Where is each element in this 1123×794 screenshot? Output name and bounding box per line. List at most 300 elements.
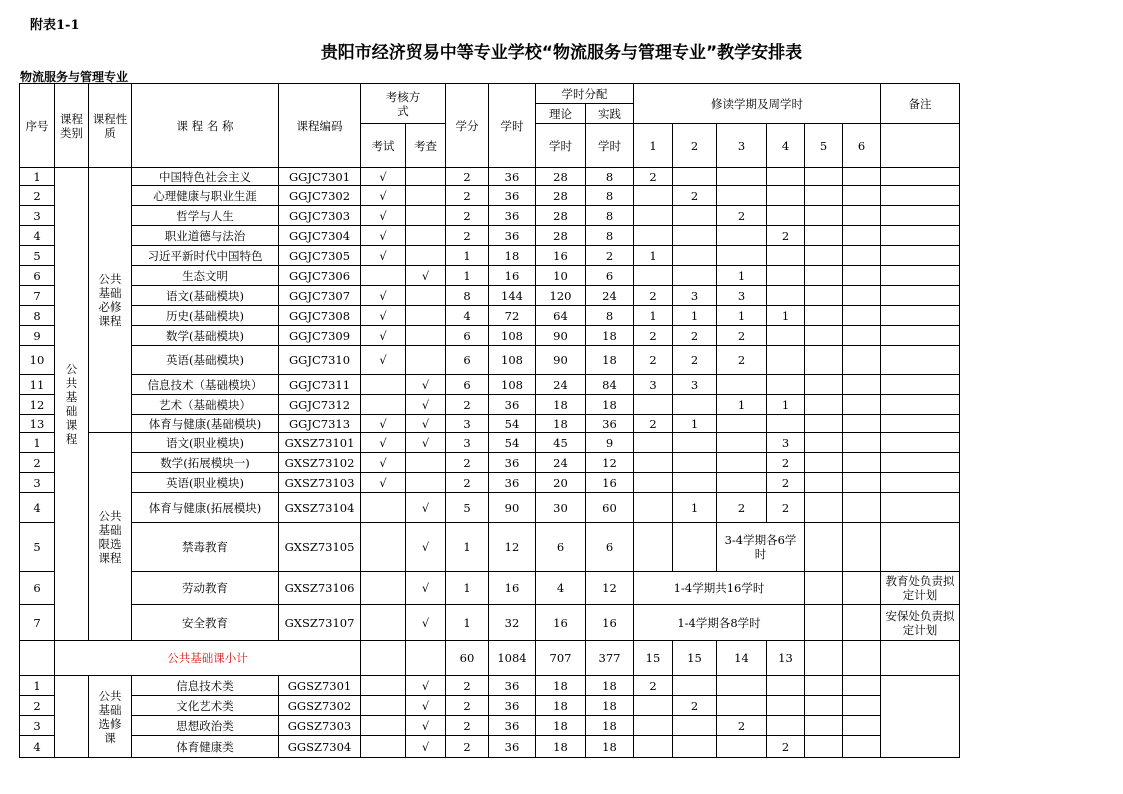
row-hours: 90: [489, 493, 536, 523]
row-s4: [767, 375, 805, 395]
row-name: 生态文明: [132, 266, 279, 286]
row-check: √: [406, 696, 446, 716]
row-theory: 24: [536, 453, 586, 473]
header-course-category: 课程类别: [55, 84, 89, 168]
row-hours: 36: [489, 473, 536, 493]
subtotal-s3: 14: [717, 641, 767, 676]
row-s5: [805, 736, 843, 758]
row-s6: [843, 395, 881, 415]
row-code: GXSZ73101: [279, 433, 361, 453]
row-check: [406, 186, 446, 206]
row-s4: 3: [767, 433, 805, 453]
row-hours: 36: [489, 453, 536, 473]
row-practice: 16: [586, 605, 634, 641]
row-s4: 1: [767, 395, 805, 415]
row-name: 职业道德与法治: [132, 226, 279, 246]
row-name: 语文(基础模块): [132, 286, 279, 306]
table-row: [20, 572, 960, 605]
row-theory: 4: [536, 572, 586, 605]
row-s5: [805, 696, 843, 716]
header-hours: 学时: [489, 84, 536, 168]
row-s3: 2: [717, 493, 767, 523]
row-code: GGJC7301: [279, 168, 361, 186]
row-code: GXSZ73105: [279, 523, 361, 572]
row-hours: 18: [489, 246, 536, 266]
row-name: 数学(拓展模块一): [132, 453, 279, 473]
row-s5: [805, 676, 843, 696]
row-credits: 6: [446, 375, 489, 395]
row-s4: 2: [767, 226, 805, 246]
row-s6: [843, 306, 881, 326]
row-s1: 2: [634, 415, 673, 433]
row-s6: [843, 696, 881, 716]
row-s5: [805, 375, 843, 395]
table-row: [20, 605, 960, 641]
row-s1: 2: [634, 676, 673, 696]
row-practice: 8: [586, 206, 634, 226]
row-remark: [881, 676, 960, 758]
row-name: 信息技术类: [132, 676, 279, 696]
row-theory: 90: [536, 346, 586, 375]
row-hours: 36: [489, 206, 536, 226]
row-check: √: [406, 375, 446, 395]
row-s5: [805, 453, 843, 473]
row-hours: 16: [489, 266, 536, 286]
row-theory: 16: [536, 246, 586, 266]
row-code: GGJC7310: [279, 346, 361, 375]
row-hours: 144: [489, 286, 536, 306]
row-practice: 18: [586, 716, 634, 736]
table-row: [20, 168, 960, 186]
row-practice: 36: [586, 415, 634, 433]
row-s3: 3: [717, 286, 767, 306]
subtotal-s2: 15: [673, 641, 717, 676]
table-row: [20, 696, 960, 716]
row-name: 劳动教育: [132, 572, 279, 605]
table-row: [20, 306, 960, 326]
row-seq: 6: [20, 572, 55, 605]
row-s5: [805, 246, 843, 266]
row-theory: 45: [536, 433, 586, 453]
subtotal-s6: [843, 641, 881, 676]
row-s1: 2: [634, 286, 673, 306]
row-s5: [805, 168, 843, 186]
row-semester-note: 3-4学期各6学时: [717, 523, 805, 572]
row-s4: [767, 716, 805, 736]
row-credits: 5: [446, 493, 489, 523]
row-exam: √: [361, 473, 406, 493]
header-check: 考查: [406, 124, 446, 168]
row-remark: [881, 415, 960, 433]
row-s6: [843, 168, 881, 186]
row-s6: [843, 523, 881, 572]
row-code: GXSZ73104: [279, 493, 361, 523]
row-hours: 36: [489, 186, 536, 206]
header-practice: 实践: [586, 104, 634, 124]
row-s5: [805, 326, 843, 346]
row-s3: 2: [717, 716, 767, 736]
row-s1: [634, 716, 673, 736]
row-s2: [673, 168, 717, 186]
row-credits: 2: [446, 453, 489, 473]
row-hours: 36: [489, 395, 536, 415]
row-s1: [634, 206, 673, 226]
row-s5: [805, 523, 843, 572]
table-row: [20, 206, 960, 226]
row-s6: [843, 375, 881, 395]
row-practice: 12: [586, 453, 634, 473]
row-s2: [673, 206, 717, 226]
row-credits: 2: [446, 696, 489, 716]
row-seq: 4: [20, 226, 55, 246]
row-credits: 6: [446, 326, 489, 346]
group-limited: 公共基础限选课程: [89, 433, 132, 641]
row-code: GGJC7307: [279, 286, 361, 306]
row-seq: 3: [20, 206, 55, 226]
group-category-blank: [55, 676, 89, 758]
row-s3: [717, 676, 767, 696]
header-theory-hours: 学时: [536, 124, 586, 168]
header-sem-5: 5: [805, 124, 843, 168]
row-code: GGSZ7304: [279, 736, 361, 758]
row-name: 英语(基础模块): [132, 346, 279, 375]
row-s2: [673, 266, 717, 286]
row-exam: [361, 605, 406, 641]
row-hours: 16: [489, 572, 536, 605]
subtotal-s1: 15: [634, 641, 673, 676]
row-s1: [634, 493, 673, 523]
row-s6: [843, 493, 881, 523]
row-s3: 2: [717, 326, 767, 346]
row-s3: [717, 375, 767, 395]
row-s2: [673, 433, 717, 453]
row-theory: 10: [536, 266, 586, 286]
header-practice-hours: 学时: [586, 124, 634, 168]
row-practice: 16: [586, 473, 634, 493]
row-s4: [767, 168, 805, 186]
row-credits: 1: [446, 572, 489, 605]
row-s2: 2: [673, 346, 717, 375]
row-hours: 12: [489, 523, 536, 572]
row-code: GGJC7305: [279, 246, 361, 266]
row-s2: [673, 676, 717, 696]
schedule-table: [19, 83, 960, 758]
row-hours: 36: [489, 676, 536, 696]
row-credits: 2: [446, 676, 489, 696]
row-semester-note: 1-4学期各8学时: [634, 605, 805, 641]
row-remark: [881, 493, 960, 523]
row-credits: 8: [446, 286, 489, 306]
table-row: [20, 433, 960, 453]
row-practice: 18: [586, 346, 634, 375]
row-s6: [843, 226, 881, 246]
row-exam: [361, 395, 406, 415]
table-row: [20, 395, 960, 415]
row-s6: [843, 433, 881, 453]
header-sem-1: 1: [634, 124, 673, 168]
row-s2: 2: [673, 186, 717, 206]
row-practice: 8: [586, 306, 634, 326]
row-s6: [843, 716, 881, 736]
row-exam: [361, 266, 406, 286]
row-exam: √: [361, 453, 406, 473]
row-s4: [767, 186, 805, 206]
row-name: 艺术（基础模块）: [132, 395, 279, 415]
table-row: [20, 226, 960, 246]
row-s3: [717, 453, 767, 473]
row-credits: 3: [446, 415, 489, 433]
row-theory: 30: [536, 493, 586, 523]
row-s6: [843, 326, 881, 346]
row-practice: 8: [586, 168, 634, 186]
row-check: √: [406, 266, 446, 286]
row-seq: 1: [20, 676, 55, 696]
row-seq: 4: [20, 736, 55, 758]
row-credits: 2: [446, 473, 489, 493]
row-hours: 36: [489, 226, 536, 246]
row-seq: 6: [20, 266, 55, 286]
row-seq: 1: [20, 433, 55, 453]
row-seq: 2: [20, 696, 55, 716]
row-s5: [805, 346, 843, 375]
row-theory: 120: [536, 286, 586, 306]
row-theory: 6: [536, 523, 586, 572]
row-hours: 108: [489, 346, 536, 375]
row-exam: √: [361, 168, 406, 186]
row-exam: √: [361, 346, 406, 375]
row-code: GGSZ7303: [279, 716, 361, 736]
row-credits: 1: [446, 605, 489, 641]
row-seq: 13: [20, 415, 55, 433]
row-practice: 6: [586, 523, 634, 572]
header-remark: 备注: [881, 84, 960, 124]
row-s6: [843, 206, 881, 226]
row-check: [406, 473, 446, 493]
row-check: √: [406, 433, 446, 453]
row-hours: 36: [489, 696, 536, 716]
subtotal-seq: [20, 641, 55, 676]
row-s2: [673, 523, 717, 572]
row-credits: 2: [446, 226, 489, 246]
row-remark: [881, 168, 960, 186]
subtotal-hours: 1084: [489, 641, 536, 676]
row-s5: [805, 473, 843, 493]
row-practice: 18: [586, 676, 634, 696]
row-exam: √: [361, 326, 406, 346]
row-credits: 2: [446, 716, 489, 736]
subtotal-credits: 60: [446, 641, 489, 676]
row-exam: √: [361, 286, 406, 306]
row-s1: 1: [634, 306, 673, 326]
row-s6: [843, 453, 881, 473]
row-s2: 1: [673, 415, 717, 433]
row-s6: [843, 286, 881, 306]
row-seq: 2: [20, 453, 55, 473]
table-row: [20, 186, 960, 206]
row-remark: [881, 473, 960, 493]
row-s3: [717, 433, 767, 453]
row-s1: [634, 226, 673, 246]
header-exam: 考试: [361, 124, 406, 168]
header-course-nature: 课程性质: [89, 84, 132, 168]
row-seq: 8: [20, 306, 55, 326]
row-code: GGJC7313: [279, 415, 361, 433]
row-s5: [805, 286, 843, 306]
row-s3: 1: [717, 266, 767, 286]
group-compulsory: 公共基础必修课程: [89, 168, 132, 433]
row-check: √: [406, 395, 446, 415]
row-s3: [717, 226, 767, 246]
table-row: [20, 346, 960, 375]
row-exam: √: [361, 186, 406, 206]
row-semester-note: 1-4学期共16学时: [634, 572, 805, 605]
row-s6: [843, 186, 881, 206]
row-s1: 2: [634, 168, 673, 186]
row-s3: [717, 168, 767, 186]
row-s2: 1: [673, 306, 717, 326]
row-s4: 2: [767, 473, 805, 493]
row-s5: [805, 433, 843, 453]
row-s2: [673, 395, 717, 415]
table-row: [20, 523, 960, 572]
row-hours: 108: [489, 375, 536, 395]
row-code: GGSZ7301: [279, 676, 361, 696]
table-row: [20, 246, 960, 266]
page-title: 贵阳市经济贸易中等专业学校“物流服务与管理专业”教学安排表: [320, 43, 803, 63]
row-remark: [881, 395, 960, 415]
row-hours: 36: [489, 716, 536, 736]
row-check: √: [406, 716, 446, 736]
row-practice: 18: [586, 736, 634, 758]
row-s4: [767, 326, 805, 346]
row-s3: [717, 736, 767, 758]
row-check: [406, 226, 446, 246]
row-s6: [843, 572, 881, 605]
row-s2: [673, 246, 717, 266]
row-s1: [634, 395, 673, 415]
row-exam: [361, 716, 406, 736]
row-check: [406, 326, 446, 346]
row-s6: [843, 605, 881, 641]
row-remark: [881, 326, 960, 346]
row-check: [406, 453, 446, 473]
row-practice: 8: [586, 186, 634, 206]
row-s4: 2: [767, 736, 805, 758]
row-theory: 28: [536, 226, 586, 246]
row-name: 体育健康类: [132, 736, 279, 758]
row-s2: 2: [673, 696, 717, 716]
row-seq: 3: [20, 473, 55, 493]
row-remark: [881, 186, 960, 206]
row-s1: [634, 473, 673, 493]
row-s5: [805, 395, 843, 415]
row-s5: [805, 306, 843, 326]
row-exam: [361, 375, 406, 395]
row-exam: √: [361, 415, 406, 433]
header-course-code: 课程编码: [279, 84, 361, 168]
row-s1: 2: [634, 326, 673, 346]
row-s2: [673, 716, 717, 736]
row-s2: 2: [673, 326, 717, 346]
subtotal-practice: 377: [586, 641, 634, 676]
row-credits: 2: [446, 736, 489, 758]
row-s4: [767, 696, 805, 716]
row-name: 禁毒教育: [132, 523, 279, 572]
row-remark: [881, 266, 960, 286]
row-exam: √: [361, 306, 406, 326]
row-code: GGJC7303: [279, 206, 361, 226]
row-theory: 18: [536, 716, 586, 736]
row-check: [406, 346, 446, 375]
table-row: [20, 736, 960, 758]
row-practice: 24: [586, 286, 634, 306]
row-name: 数学(基础模块): [132, 326, 279, 346]
row-code: GGJC7302: [279, 186, 361, 206]
row-remark: [881, 246, 960, 266]
table-row: [20, 266, 960, 286]
row-theory: 18: [536, 395, 586, 415]
row-name: 体育与健康(拓展模块): [132, 493, 279, 523]
row-s1: [634, 433, 673, 453]
row-seq: 3: [20, 716, 55, 736]
subtotal-s5: [805, 641, 843, 676]
row-code: GXSZ73106: [279, 572, 361, 605]
row-practice: 12: [586, 572, 634, 605]
row-theory: 18: [536, 415, 586, 433]
row-hours: 54: [489, 415, 536, 433]
row-remark: 安保处负责拟定计划: [881, 605, 960, 641]
row-theory: 18: [536, 676, 586, 696]
row-hours: 54: [489, 433, 536, 453]
row-s3: [717, 186, 767, 206]
row-hours: 36: [489, 168, 536, 186]
row-theory: 28: [536, 186, 586, 206]
row-exam: √: [361, 226, 406, 246]
table-row: [20, 286, 960, 306]
row-s5: [805, 572, 843, 605]
row-check: √: [406, 605, 446, 641]
row-remark: [881, 433, 960, 453]
table-row: [20, 676, 960, 696]
row-credits: 1: [446, 523, 489, 572]
row-s6: [843, 676, 881, 696]
row-remark: 教育处负责拟定计划: [881, 572, 960, 605]
subtotal-label: 公共基础课小计: [55, 641, 361, 676]
row-s5: [805, 186, 843, 206]
row-s1: 1: [634, 246, 673, 266]
row-code: GGJC7306: [279, 266, 361, 286]
subtotal-exam: [361, 641, 406, 676]
header-semester-weekly: 修读学期及周学时: [634, 84, 881, 124]
row-s2: 3: [673, 286, 717, 306]
row-code: GGJC7311: [279, 375, 361, 395]
group-elective: 公共基础选修课: [89, 676, 132, 758]
row-seq: 1: [20, 168, 55, 186]
row-check: √: [406, 493, 446, 523]
row-practice: 2: [586, 246, 634, 266]
table-row: [20, 375, 960, 395]
row-practice: 18: [586, 395, 634, 415]
row-s2: 3: [673, 375, 717, 395]
header-sem-4: 4: [767, 124, 805, 168]
row-code: GGSZ7302: [279, 696, 361, 716]
row-theory: 64: [536, 306, 586, 326]
row-s4: [767, 266, 805, 286]
row-seq: 11: [20, 375, 55, 395]
row-s4: 2: [767, 493, 805, 523]
row-theory: 90: [536, 326, 586, 346]
row-hours: 108: [489, 326, 536, 346]
